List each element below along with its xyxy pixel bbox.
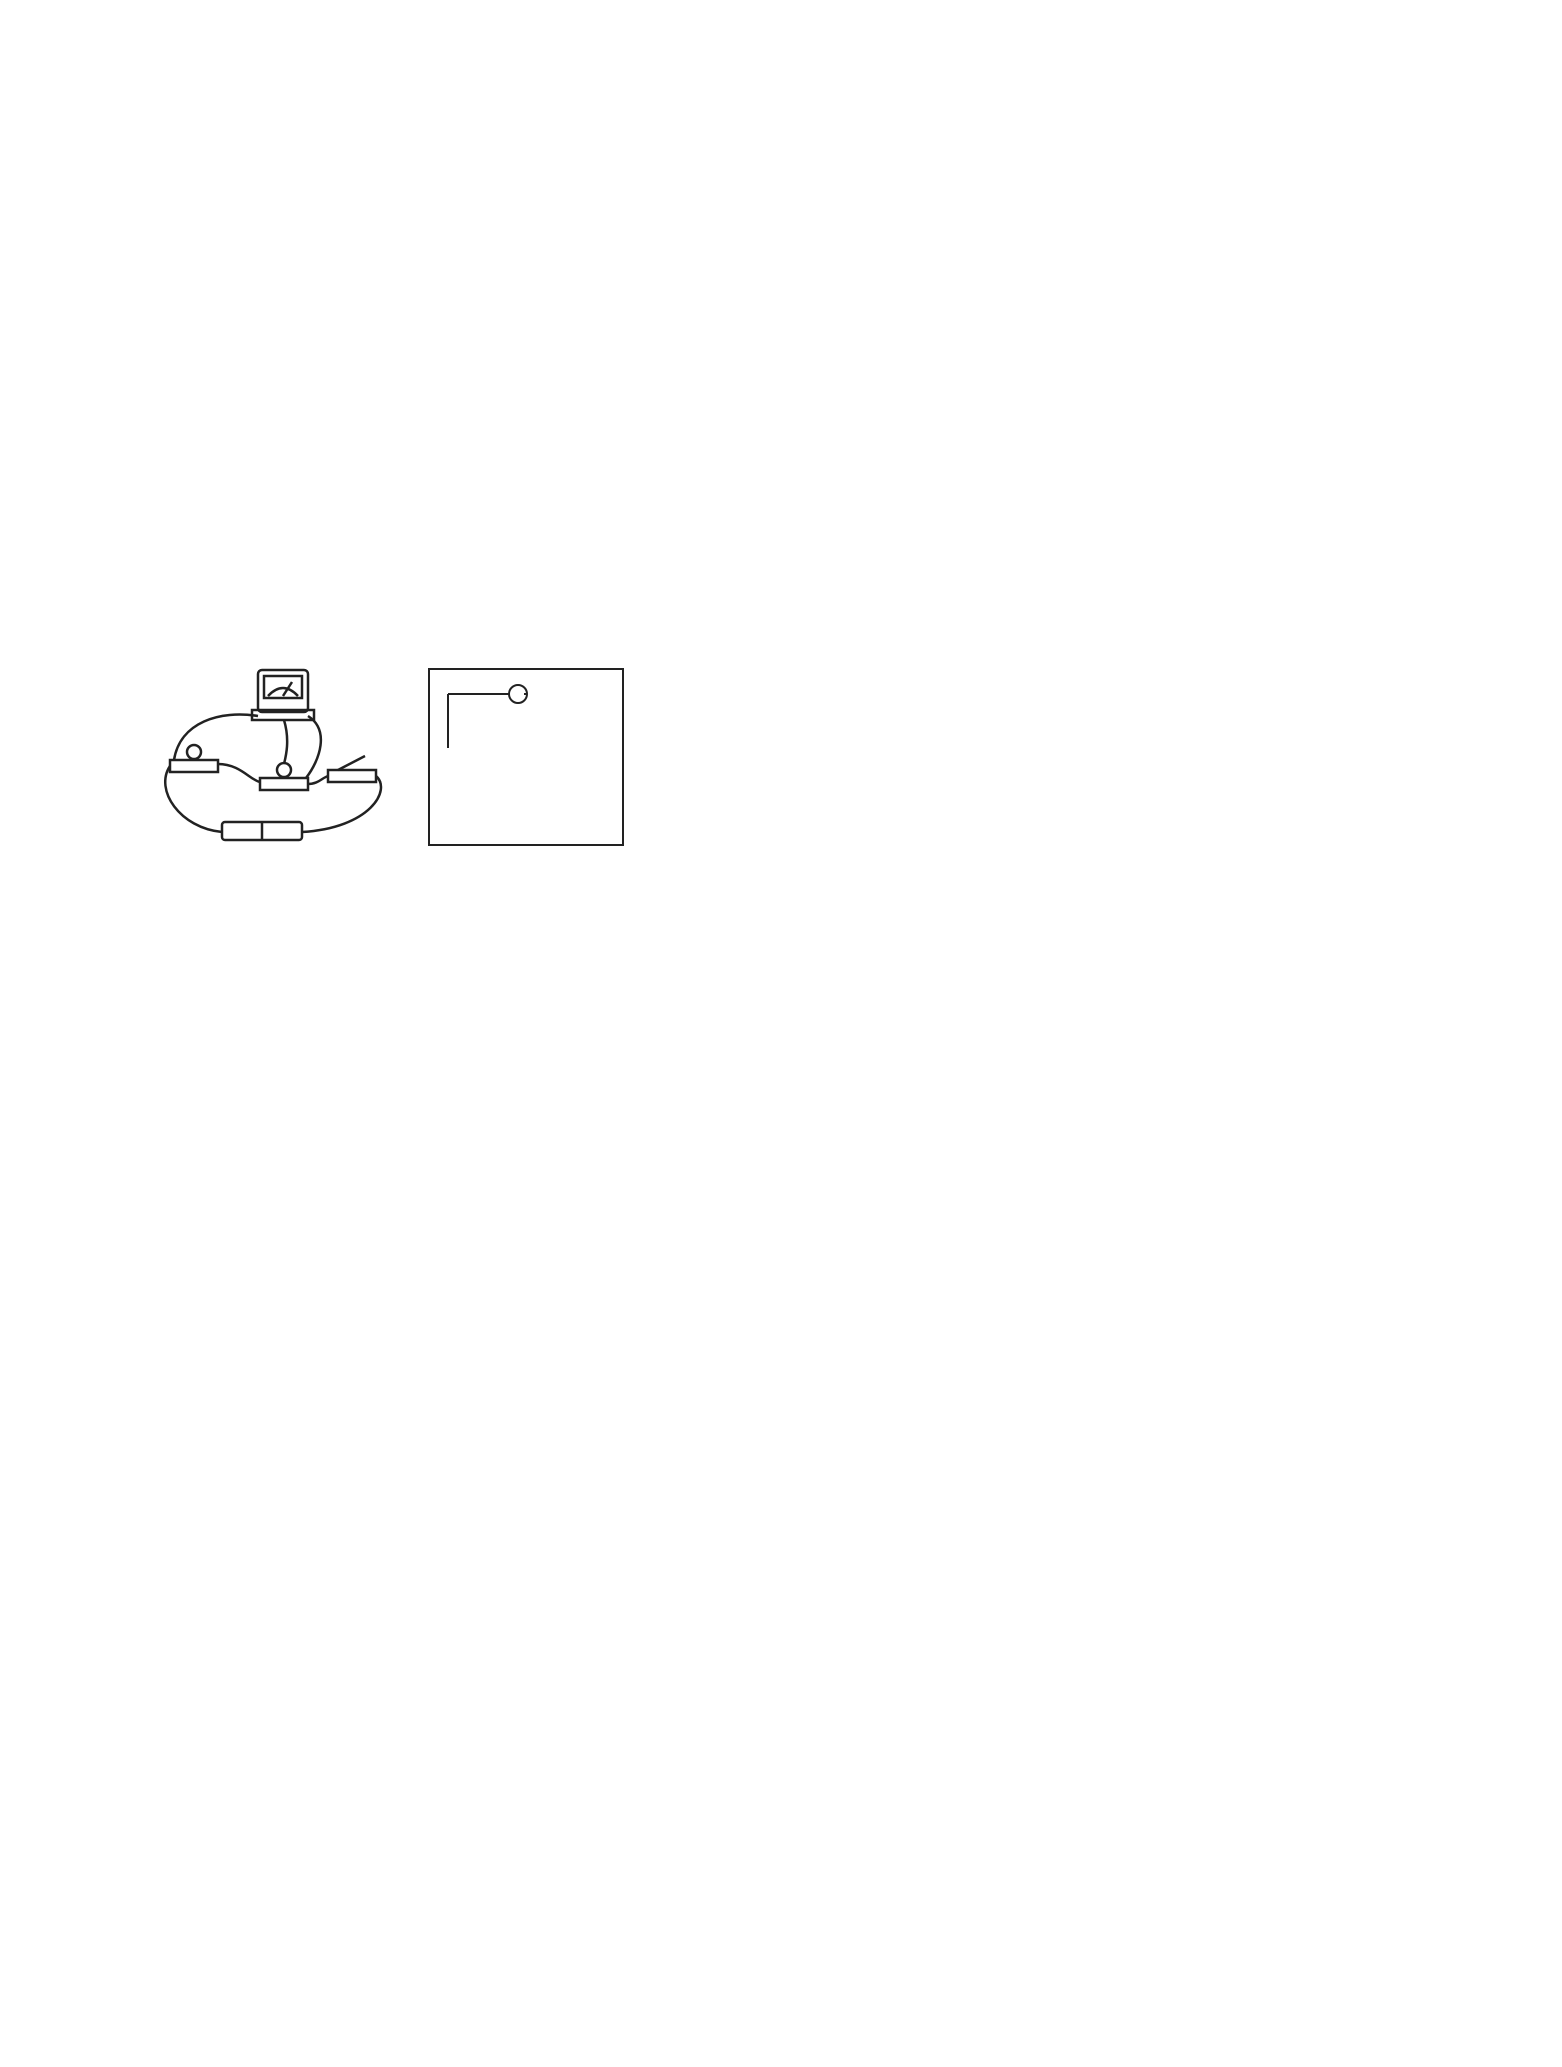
figure-1-schematic [428,668,624,846]
figure-1-physical-circuit [160,660,400,850]
